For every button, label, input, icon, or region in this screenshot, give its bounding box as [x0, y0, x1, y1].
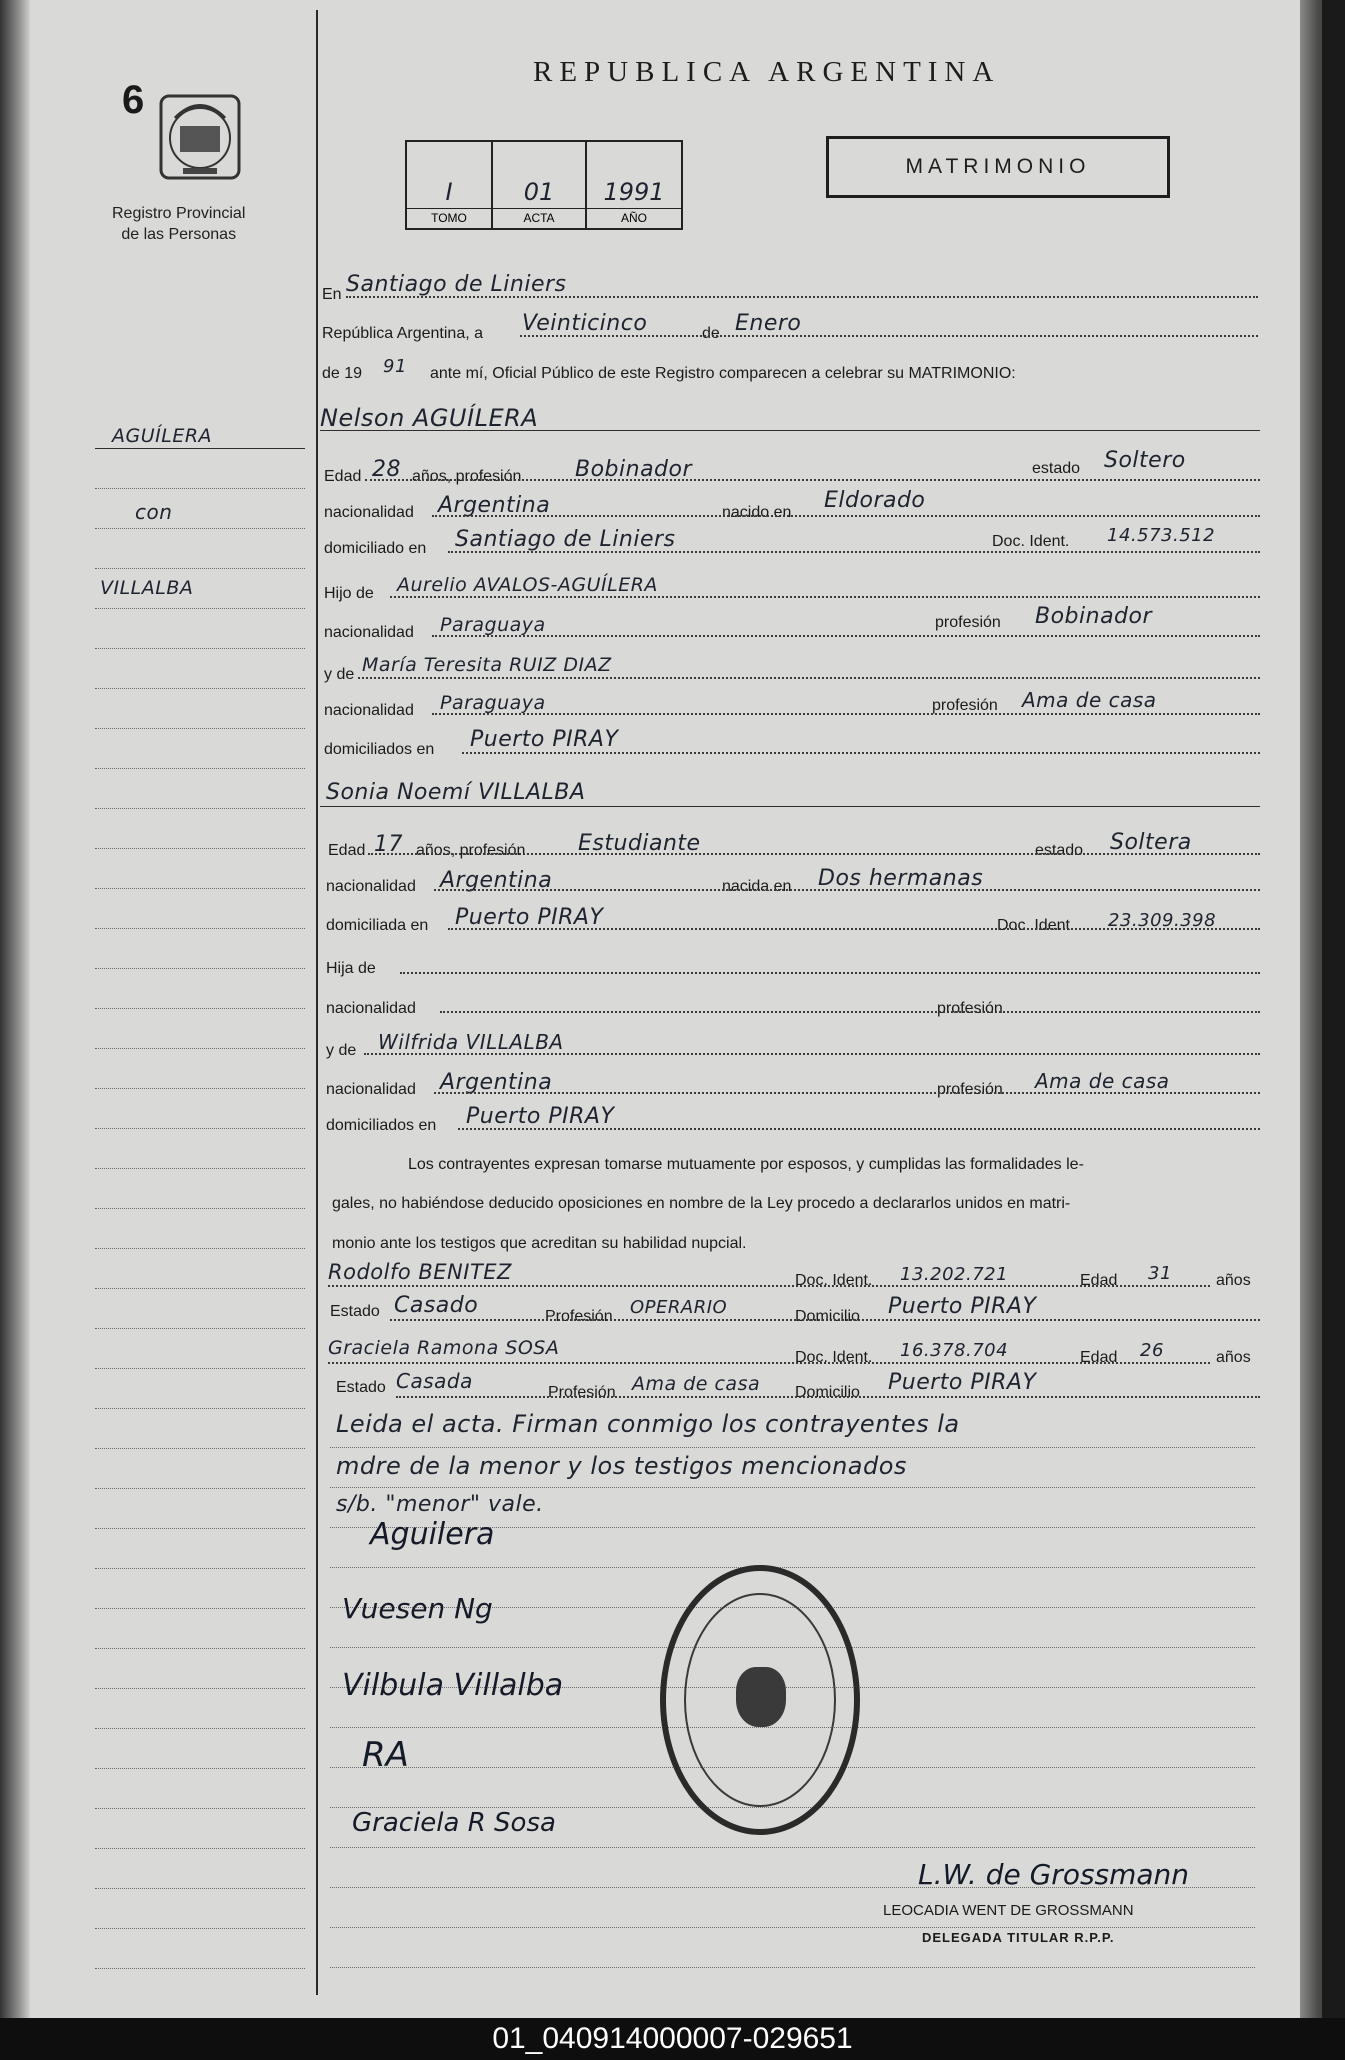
witness-2-estado: Casada [396, 1369, 473, 1393]
bride-yde-label: y de [326, 1042, 357, 1059]
witness-1-edad: 31 [1148, 1263, 1172, 1284]
place-value: Santiago de Liniers [346, 272, 567, 297]
bride-edad-label: Edad [328, 842, 366, 859]
republic-label: República Argentina, a [322, 325, 483, 342]
year-suffix: 91 [383, 356, 407, 377]
witness-2-domicilio: Puerto PIRAY [888, 1370, 1037, 1395]
official-name: LEOCADIA WENT DE GROSSMANN [883, 1902, 1134, 1919]
bride-madre-nac: Argentina [440, 1070, 553, 1095]
en-label: En [322, 286, 342, 303]
acta-value: 01 [523, 178, 555, 206]
tomo-value: I [445, 178, 453, 206]
bride-doc-label: Doc. Ident. [997, 917, 1075, 934]
ano-cell [587, 142, 681, 228]
witness-2-edad: 26 [1140, 1340, 1164, 1361]
ano-label: AÑO [587, 208, 681, 225]
acta-label: ACTA [493, 208, 585, 225]
document-title: REPUBLICA ARGENTINA [533, 56, 1001, 88]
file-id: 01_040914000007-029651 [492, 2022, 853, 2055]
bride-anos-profesion-label: años, profesión [416, 842, 526, 859]
margin-con: con [135, 500, 173, 524]
bride-edad: 17 [374, 832, 403, 857]
closing-note-line-1: Leida el acta. Firman conmigo los contrayentes la [336, 1410, 960, 1438]
witness-2-profesion: Ama de casa [632, 1373, 761, 1395]
year-prefix: de 19 [322, 365, 363, 382]
bride-madre-prof: Ama de casa [1035, 1069, 1170, 1093]
official-signature: L.W. de Grossmann [918, 1858, 1190, 1891]
bride-doc: 23.309.398 [1108, 910, 1217, 931]
groom-doc: 14.573.512 [1107, 525, 1216, 546]
witness-1-domicilio: Puerto PIRAY [888, 1294, 1037, 1319]
bride-madre-prof-label: profesión [937, 1081, 1003, 1098]
witness-1-doc: 13.202.721 [900, 1264, 1009, 1285]
provincial-seal-icon [155, 88, 245, 188]
bride-padres-dom: Puerto PIRAY [466, 1104, 615, 1129]
bride-madre: Wilfrida VILLALBA [378, 1030, 564, 1054]
page-number: 6 [122, 78, 145, 122]
bride-madre-nac-label: nacionalidad [326, 1081, 416, 1098]
declaration-line-2: gales, no habiéndose deducido oposiciones en nombre de la Ley procedo a declararlos unidos en matri- [332, 1195, 1071, 1212]
bride-estado-label: estado [1035, 842, 1084, 859]
witness-1-name: Rodolfo BENITEZ [328, 1260, 512, 1284]
bride-padre-prof-label: profesión [937, 1000, 1003, 1017]
declaration-line-1: Los contrayentes expresan tomarse mutuamente por esposos, y cumplidas las formalidades le- [408, 1156, 1084, 1173]
month-value: Enero [735, 311, 802, 336]
witness-2-edad-label: Edad [1080, 1349, 1118, 1366]
tomo-label: TOMO [407, 208, 491, 225]
groom-name: Nelson AGUÍLERA [320, 404, 539, 432]
groom-edad: 28 [372, 457, 401, 482]
groom-doc-label: Doc. Ident. [992, 533, 1070, 550]
groom-madre: María Teresita RUIZ DIAZ [362, 654, 612, 676]
official-title: DELEGADA TITULAR R.P.P. [922, 1930, 1115, 1945]
acta-reference-box [405, 140, 683, 230]
groom-yde-label: y de [324, 666, 355, 683]
witness-2-doc: 16.378.704 [900, 1340, 1009, 1361]
groom-padre-prof-label: profesión [935, 614, 1001, 631]
margin-rule [316, 10, 318, 1995]
margin-surname-2: VILLALBA [100, 577, 194, 599]
record-type-box: MATRIMONIO [826, 136, 1170, 198]
ano-value: 1991 [603, 178, 665, 206]
official-stamp-ring [684, 1593, 836, 1807]
groom-dom-label: domiciliado en [324, 540, 427, 557]
stamp-crest-icon [736, 1667, 786, 1727]
margin-surname-1: AGUÍLERA [112, 425, 213, 447]
closing-note-line-3: s/b. "menor" vale. [336, 1492, 544, 1517]
signature-groom: Aguilera [370, 1517, 495, 1552]
signature-bride: Vuesen Ng [342, 1592, 493, 1625]
intro-text: ante mí, Oficial Público de este Registro comparecen a celebrar su MATRIMONIO: [430, 365, 1016, 382]
witness-2-name: Graciela Ramona SOSA [328, 1337, 560, 1359]
witness-1-prof-label: Profesión [545, 1308, 613, 1325]
bride-nacionalidad: Argentina [440, 868, 553, 893]
page-binding-edge [0, 0, 30, 2018]
groom-profesion: Bobinador [575, 457, 693, 482]
official-stamp [660, 1565, 860, 1835]
bride-name: Sonia Noemí VILLALBA [326, 780, 586, 805]
groom-nacido-label: nacido en [722, 504, 792, 521]
acta-cell [493, 142, 587, 228]
day-value: Veinticinco [522, 311, 648, 336]
witness-2-anos-label: años [1216, 1349, 1251, 1366]
registry-name: Registro Provincial de las Personas [112, 205, 246, 243]
bride-nacida-label: nacida en [722, 878, 792, 895]
groom-madre-nac: Paraguaya [440, 692, 546, 714]
groom-padres-dom: Puerto PIRAY [470, 727, 619, 752]
declaration-line-3: monio ante los testigos que acreditan su habilidad nupcial. [332, 1235, 747, 1252]
closing-note-line-2: mdre de la menor y los testigos mencionados [336, 1452, 907, 1480]
groom-estado-label: estado [1032, 460, 1081, 477]
bride-nacida: Dos hermanas [818, 866, 984, 891]
witness-2-prof-label: Profesión [548, 1384, 616, 1401]
groom-padre-prof: Bobinador [1035, 604, 1153, 629]
groom-hijo-label: Hijo de [324, 585, 374, 602]
groom-madre-prof-label: profesión [932, 697, 998, 714]
witness-1-edad-label: Edad [1080, 1272, 1118, 1289]
groom-edad-label: Edad [324, 468, 362, 485]
signature-mother: Vilbula Villalba [342, 1668, 564, 1703]
de-label: de [702, 325, 720, 342]
witness-2-dom-label: Domicilio [795, 1384, 860, 1401]
bride-padres-dom-label: domiciliados en [326, 1117, 437, 1134]
page-right-edge [1300, 0, 1322, 2018]
bride-dom-label: domiciliada en [326, 917, 429, 934]
groom-anos-profesion-label: años, profesión [412, 468, 522, 485]
groom-padre-nac: Paraguaya [440, 614, 546, 636]
groom-madre-prof: Ama de casa [1022, 688, 1157, 712]
witness-1-profesion: OPERARIO [630, 1297, 728, 1318]
groom-nac-label: nacionalidad [324, 504, 414, 521]
witness-1-estado-label: Estado [330, 1303, 380, 1320]
bride-estado: Soltera [1110, 830, 1192, 855]
groom-estado: Soltero [1104, 448, 1186, 473]
groom-padre: Aurelio AVALOS-AGUÍLERA [397, 574, 658, 596]
signature-witness-1: RA [362, 1735, 409, 1775]
witness-1-anos-label: años [1216, 1272, 1251, 1289]
tomo-cell [407, 142, 493, 228]
bride-domicilio: Puerto PIRAY [455, 905, 604, 930]
bride-profesion: Estudiante [578, 831, 701, 856]
groom-padre-nac-label: nacionalidad [324, 624, 414, 641]
bride-padre-nac-label: nacionalidad [326, 1000, 416, 1017]
witness-1-doc-label: Doc. Ident. [795, 1272, 873, 1289]
groom-domicilio: Santiago de Liniers [455, 527, 676, 552]
witness-2-doc-label: Doc. Ident. [795, 1349, 873, 1366]
groom-madre-nac-label: nacionalidad [324, 702, 414, 719]
file-id-bar [0, 2018, 1345, 2060]
groom-nacido: Eldorado [824, 488, 926, 513]
signature-witness-2: Graciela R Sosa [352, 1808, 556, 1838]
witness-1-dom-label: Domicilio [795, 1308, 860, 1325]
witness-2-estado-label: Estado [336, 1379, 386, 1396]
bride-nac-label: nacionalidad [326, 878, 416, 895]
bride-hija-label: Hija de [326, 960, 376, 977]
groom-nacionalidad: Argentina [438, 493, 551, 518]
groom-padres-dom-label: domiciliados en [324, 741, 435, 758]
witness-1-estado: Casado [394, 1293, 479, 1318]
